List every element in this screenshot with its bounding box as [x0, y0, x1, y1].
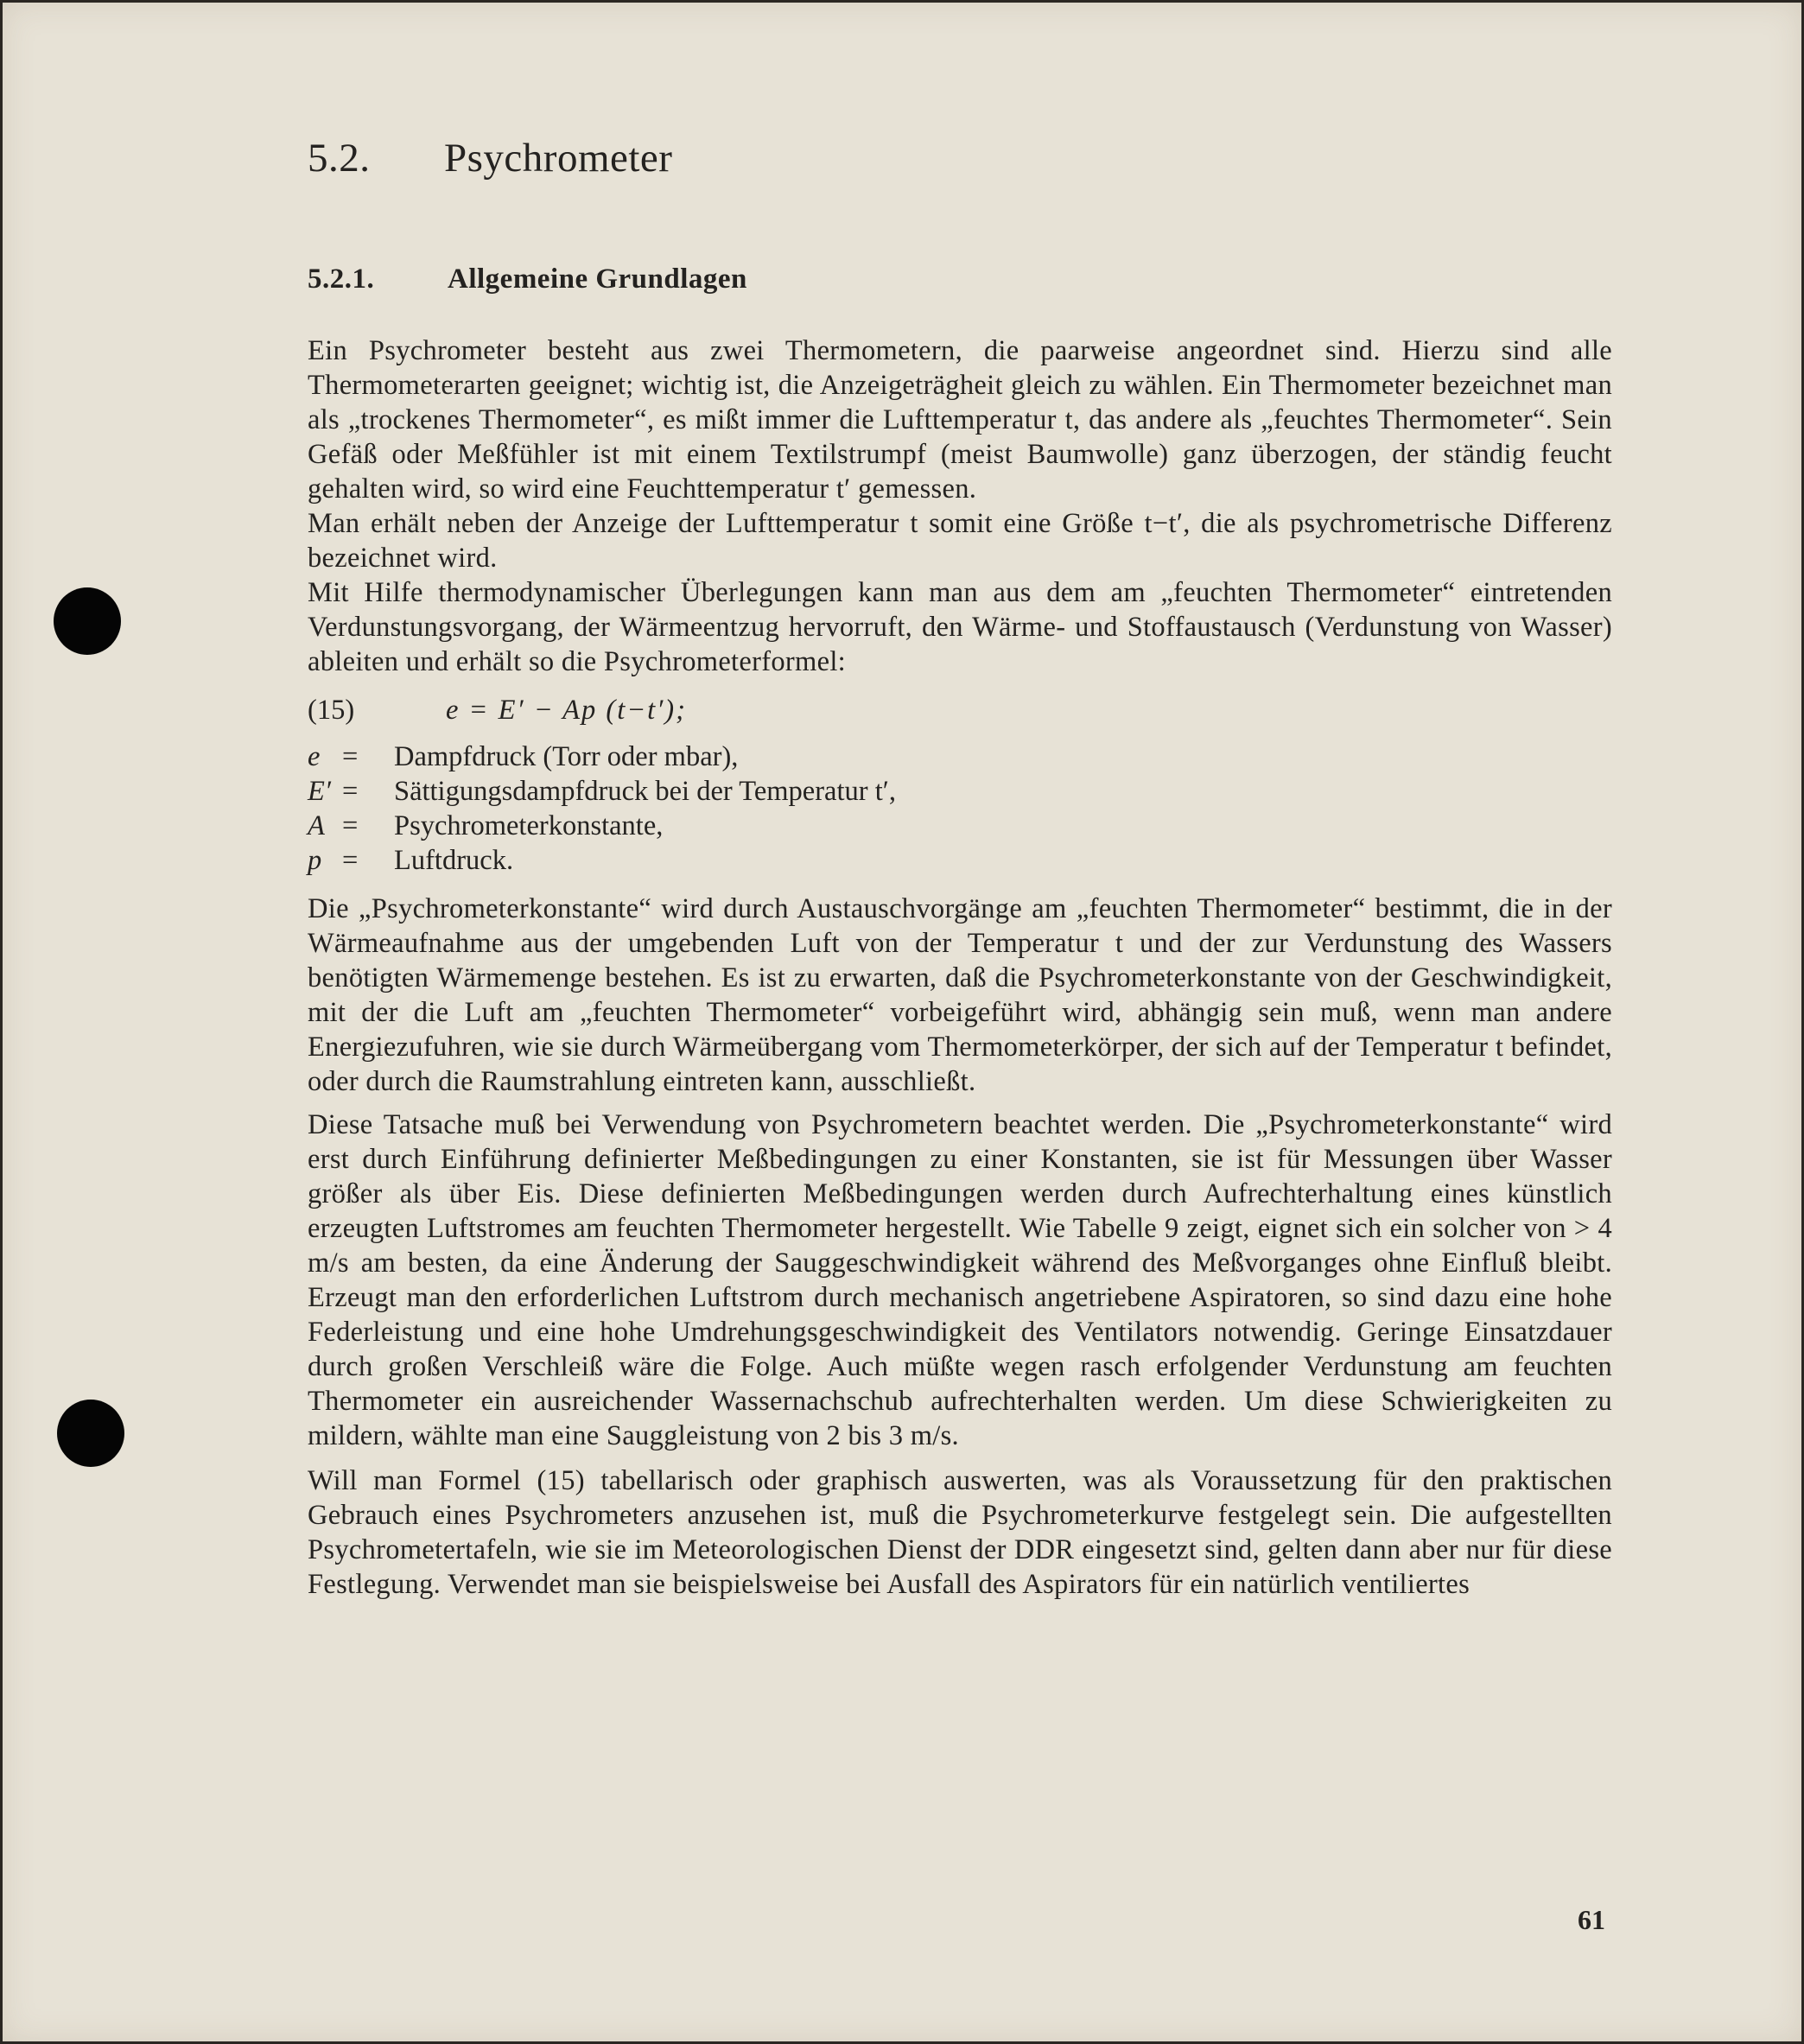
- legend-symbol: e: [308, 741, 321, 772]
- legend-meaning: Dampfdruck (Torr oder mbar),: [394, 741, 739, 772]
- legend-meaning: Luftdruck.: [394, 845, 514, 876]
- paragraph: Diese Tatsache muß bei Verwendung von Psychrometern beachtet werden. Die „Psychrometerkonstante“ wird erst durch Einführung definierter Meßbedingungen zu einer Konstanten, sie ist für Messungen über Wasser größer als über Eis. Diese definierten Meßbedingungen werden durch Aufrechterhaltung eines künstlich erzeugten Luftstromes am feuchten Thermometer hergestellt. Wie Tabelle 9 zeigt, eignet sich ein solcher von > 4 m/s am besten, da eine Änderung der Sauggeschwindigkeit während des Meßvorganges ohne Einfluß bleibt. Erzeugt man den erforderlichen Luftstrom durch mechanisch angetriebene Aspiratoren, so sind dazu eine hohe Federleistung und eine hohe Umdrehungsgeschwindigkeit des Ventilators notwendig. Geringe Einsatzdauer durch großen Verschleiß wäre die Folge. Auch müßte wegen rasch erfolgender Verdunstung am feuchten Thermometer ein ausreichender Wassernachschub aufrechterhalten werden. Um diese Schwierigkeiten zu mildern, wählte man eine Sauggleistung von 2 bis 3 m/s.: [308, 1109, 1612, 1451]
- paragraph: Man erhält neben der Anzeige der Lufttemperatur t somit eine Größe t−t′, die als psychrometrische Differenz bezeichnet wird.: [308, 508, 1612, 574]
- legend-row: [308, 843, 1612, 878]
- section-title: Psychrometer: [444, 136, 673, 181]
- legend-symbol: E′: [308, 776, 331, 807]
- legend-equals: =: [342, 776, 359, 807]
- formula-number: (15): [308, 695, 355, 726]
- legend-symbol: p: [308, 845, 322, 876]
- legend-row: [308, 774, 1612, 809]
- legend-row: [308, 740, 1612, 774]
- symbol-legend: [308, 740, 1612, 878]
- legend-symbol: A: [308, 810, 325, 841]
- subsection-heading: [308, 265, 1612, 294]
- punch-hole: [54, 587, 121, 655]
- legend-equals: =: [342, 810, 359, 841]
- page-number: 61: [1578, 1904, 1605, 1935]
- subsection-title: Allgemeine Grundlagen: [448, 263, 747, 295]
- legend-row: [308, 809, 1612, 843]
- legend-equals: =: [342, 845, 359, 876]
- paragraph: Ein Psychrometer besteht aus zwei Thermometern, die paarweise angeordnet sind. Hierzu sind alle Thermometerarten geeignet; wichtig ist, die Anzeigeträgheit gleich zu wählen. Ein Thermometer bezeichnet man als „trockenes Thermometer“, es mißt immer die Lufttemperatur t, das andere als „feuchtes Thermometer“. Sein Gefäß oder Meßfühler ist mit einem Textilstrumpf (meist Baumwolle) ganz überzogen, der ständig feucht gehalten wird, so wird eine Feuchttemperatur t′ gemessen.: [308, 335, 1612, 505]
- paragraph: Die „Psychrometerkonstante“ wird durch Austauschvorgänge am „feuchten Thermometer“ bestimmt, die in der Wärmeaufnahme aus der umgebenden Luft von der Temperatur t und der zur Verdunstung des Wassers benötigten Wärmemenge bestehen. Es ist zu erwarten, daß die Psychrometerkonstante von der Geschwindigkeit, mit der die Luft am „feuchten Thermometer“ vorbeigeführt wird, abhängig sein muß, wenn man andere Energiezufuhren, wie sie durch Wärmeübergang vom Thermometerkörper, der sich auf der Temperatur t befindet, oder durch die Raumstrahlung eintreten kann, ausschließt.: [308, 893, 1612, 1097]
- paragraph: Mit Hilfe thermodynamischer Überlegungen kann man aus dem am „feuchten Thermometer“ eintretenden Verdunstungsvorgang, der Wärmeentzug hervorruft, den Wärme- und Stoffaustausch (Verdunstung von Wasser) ableiten und erhält so die Psychrometerformel:: [308, 577, 1612, 677]
- subsection-number: 5.2.1.: [308, 263, 375, 295]
- legend-equals: =: [342, 741, 359, 772]
- legend-meaning: Sättigungsdampfdruck bei der Temperatur t′,: [394, 776, 896, 807]
- formula-expression: e = E′ − Ap (t−t′);: [446, 695, 687, 726]
- section-heading: [308, 138, 1612, 179]
- page-content: [308, 138, 1612, 1602]
- punch-hole: [57, 1400, 124, 1467]
- section-number: 5.2.: [308, 136, 371, 181]
- formula: [308, 693, 1612, 727]
- paragraph: Will man Formel (15) tabellarisch oder graphisch auswerten, was als Voraussetzung für den praktischen Gebrauch eines Psychrometers anzusehen ist, muß die Psychrometerkurve festgelegt sein. Die aufgestellten Psychrometertafeln, wie sie im Meteorologischen Dienst der DDR eingesetzt sind, gelten dann aber nur für diese Festlegung. Verwendet man sie beispielsweise bei Ausfall des Aspirators für ein natürlich ventiliertes: [308, 1465, 1612, 1600]
- legend-meaning: Psychrometerkonstante,: [394, 810, 664, 841]
